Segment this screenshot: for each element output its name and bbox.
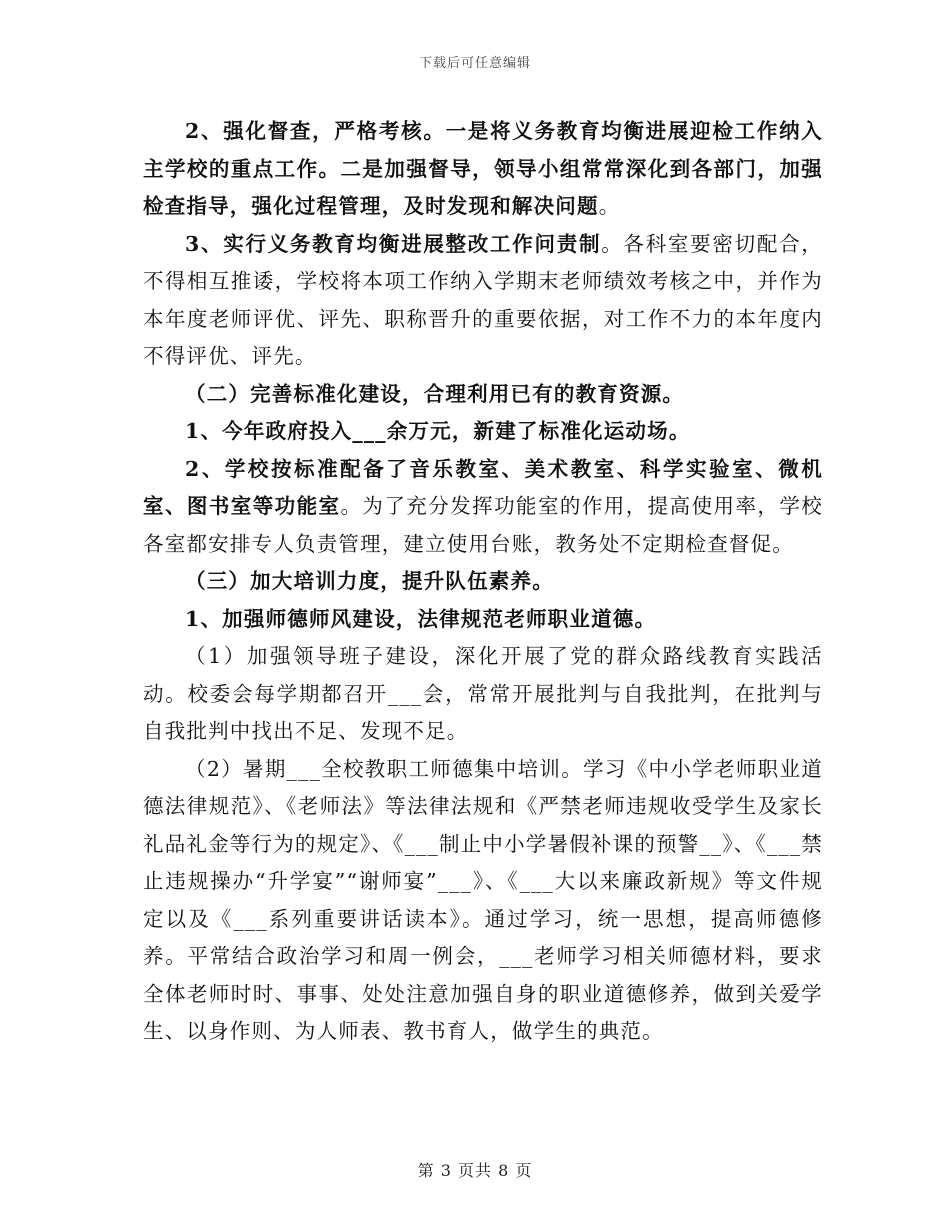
paragraph-leadership	[143, 638, 823, 751]
paragraph-bold-text: 2、强化督查，严格考核。一是将义务教育均衡进展迎检工作纳入主学校的重点工作。二是加强督导，领导小组常常深化到各部门，加强检查指导，强化过程管理，及时发现和解决问题	[143, 119, 823, 218]
section-heading-standardization	[143, 376, 823, 414]
paragraph-function-rooms	[143, 451, 823, 564]
document-body	[143, 113, 823, 1051]
paragraph-bold-text: 2、学校按标准配备了音乐教室、美术教室、科学实验室、微机室、图书室等功能室	[143, 456, 823, 518]
paragraph-bold-text: （二）完善标准化建设，合理利用已有的教育资源。	[185, 381, 685, 406]
paragraph-text: 。为了充分发挥功能室的作用，提高使用率，学校各室都安排专人负责管理，建立使用台账，教务处不定期检查督促。	[143, 494, 823, 556]
paragraph-summer-training	[143, 751, 823, 1051]
page-header: 下载后可任意编辑	[418, 56, 531, 71]
paragraph-text: 。	[598, 194, 621, 218]
paragraph-ethics	[143, 601, 823, 639]
section-heading-training	[143, 563, 823, 601]
paragraph-text: 。各科室要密切配合，不得相互推诿，学校将本项工作纳入学期末老师绩效考核之中，并作为本年度老师评优、评先、职称晋升的重要依据，对工作不力的本年度内不得评优、评先。	[143, 231, 823, 368]
paragraph-bold-text: 1、今年政府投入___余万元，新建了标准化运动场。	[185, 419, 691, 443]
paragraph-accountability	[143, 226, 823, 376]
paragraph-sports-field	[143, 413, 823, 451]
paragraph-bold-text: 3、实行义务教育均衡进展整改工作问责制	[185, 231, 602, 256]
paragraph-bold-text: 1、加强师德师风建设，法律规范老师职业道德。	[185, 606, 657, 631]
paragraph-text: （2）暑期___全校教职工师德集中培训。学习《中小学老师职业道德法律规范》、《老师法》等法律法规和《严禁老师违规收受学生及家长礼品礼金等行为的规定》、《___制止中小学暑假补课的预警__》、《___禁止违规操办“升学宴”“谢师宴”___》、《___大以来廉政新规》等文件规定以及《___系列重要讲话读本》。通过学习，统一思想，提高师德修养。平常结合政治学习和周一例会，___老师学习相关师德材料，要求全体老师时时、事事、处处注意加强自身的职业道德修养，做到关爱学生、以身作则、为人师表、教书育人，做学生的典范。	[143, 756, 823, 1043]
paragraph-supervision	[143, 113, 823, 226]
paragraph-text: （1）加强领导班子建设，深化开展了党的群众路线教育实践活动。校委会每学期都召开___会，常常开展批判与自我批判，在批判与自我批判中找出不足、发现不足。	[143, 644, 823, 743]
page-footer: 第 3 页共 8 页	[417, 1161, 533, 1180]
paragraph-bold-text: （三）加大培训力度，提升队伍素养。	[185, 569, 554, 593]
